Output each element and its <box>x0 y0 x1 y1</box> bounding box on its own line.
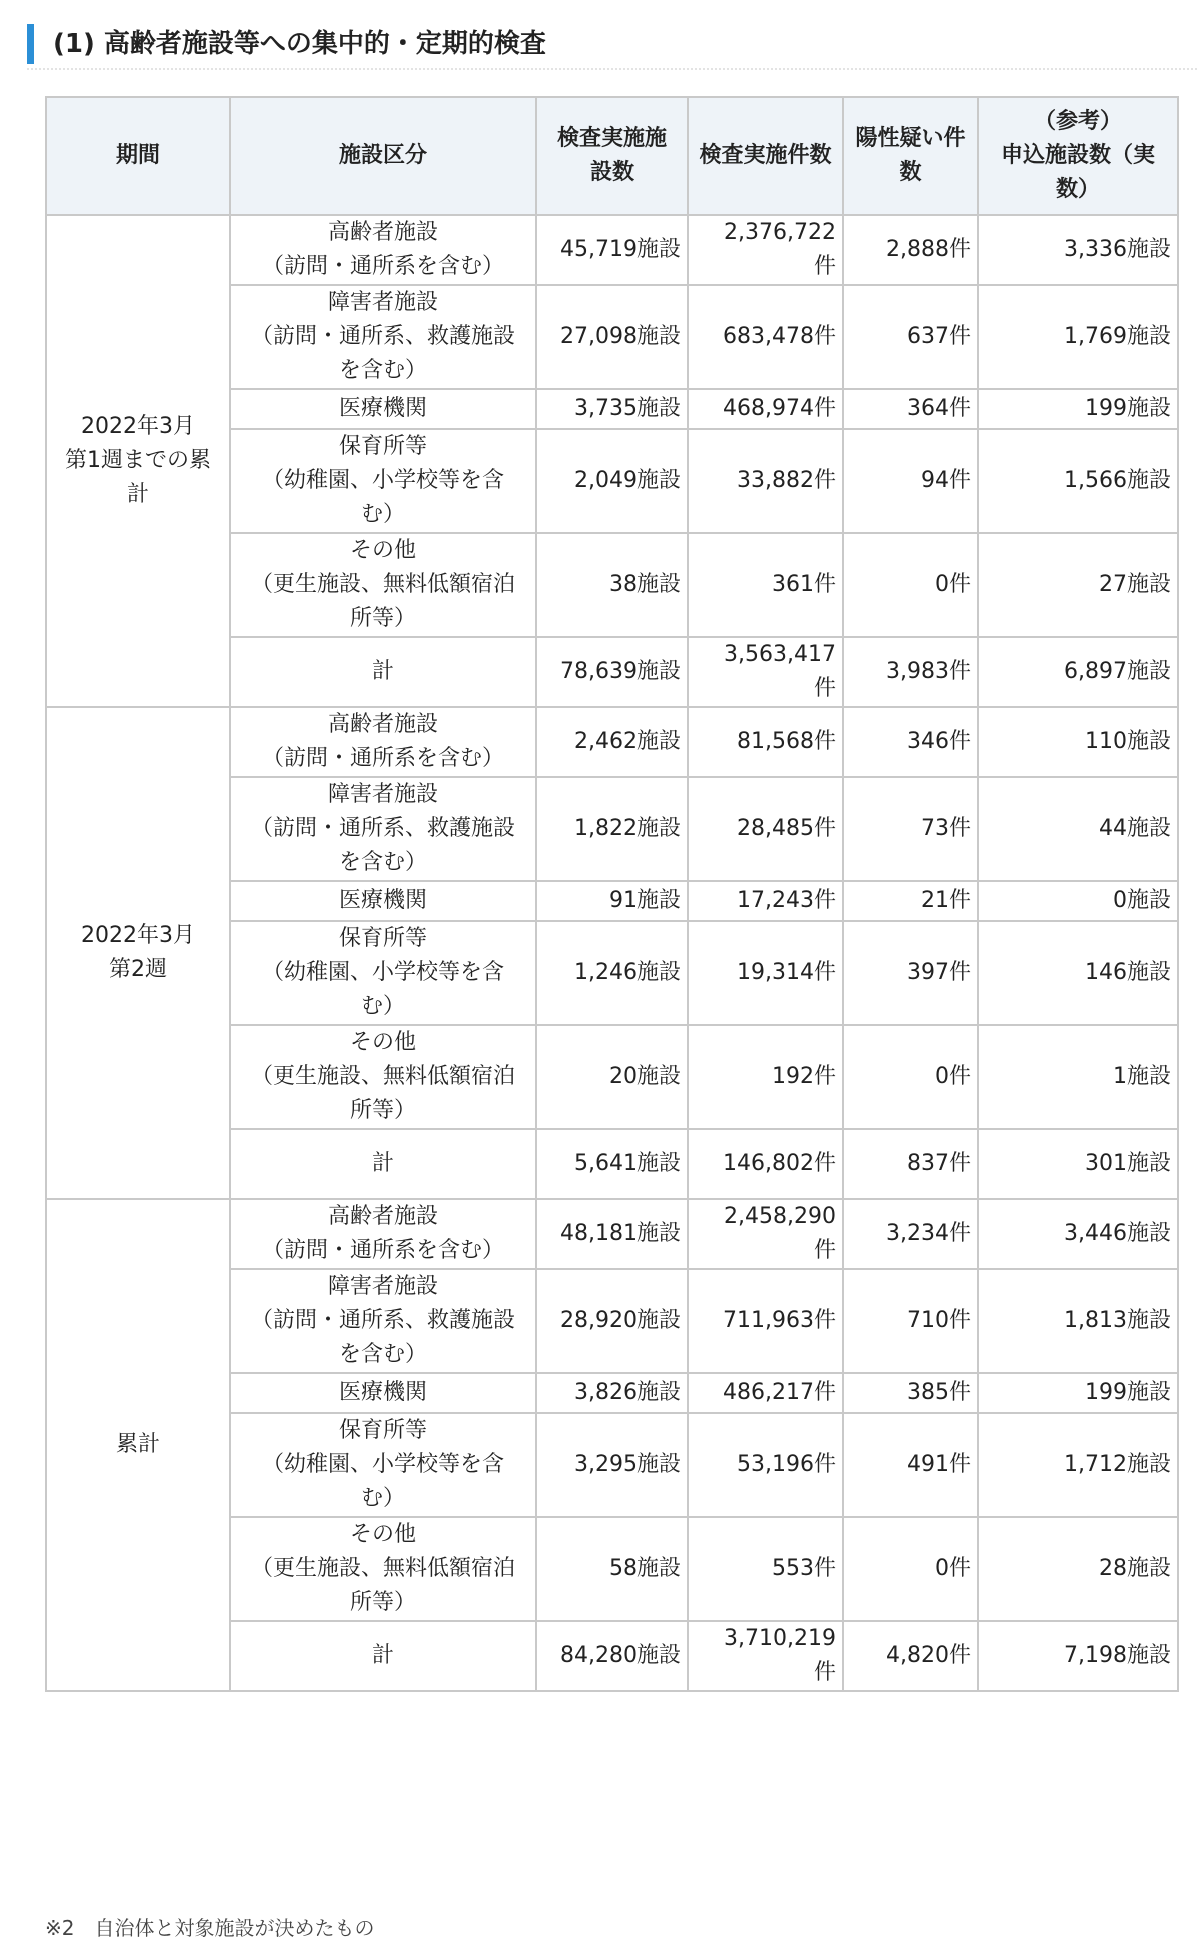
inspection-table <box>45 96 1179 1692</box>
positives-cell: 637件 <box>843 285 978 389</box>
category-cell: 医療機関 <box>230 389 536 429</box>
facilities-tested-cell: 48,181施設 <box>536 1199 688 1269</box>
facilities-tested-cell: 20施設 <box>536 1025 688 1129</box>
category-cell: 保育所等 （幼稚園、小学校等を含 む） <box>230 429 536 533</box>
tests-cell: 33,882件 <box>688 429 843 533</box>
applied-cell: 44施設 <box>978 777 1178 881</box>
tests-cell: 3,563,417 件 <box>688 637 843 707</box>
applied-cell: 301施設 <box>978 1129 1178 1199</box>
header-period: 期間 <box>46 97 230 215</box>
facilities-tested-cell: 5,641施設 <box>536 1129 688 1199</box>
positives-cell: 346件 <box>843 707 978 777</box>
category-cell: 高齢者施設 （訪問・通所系を含む） <box>230 215 536 285</box>
positives-cell: 3,234件 <box>843 1199 978 1269</box>
tests-cell: 361件 <box>688 533 843 637</box>
applied-cell: 6,897施設 <box>978 637 1178 707</box>
positives-cell: 364件 <box>843 389 978 429</box>
category-cell: その他 （更生施設、無料低額宿泊 所等） <box>230 533 536 637</box>
tests-cell: 711,963件 <box>688 1269 843 1373</box>
positives-cell: 710件 <box>843 1269 978 1373</box>
tests-cell: 81,568件 <box>688 707 843 777</box>
facilities-tested-cell: 38施設 <box>536 533 688 637</box>
positives-cell: 21件 <box>843 881 978 921</box>
facilities-tested-cell: 1,822施設 <box>536 777 688 881</box>
table-header-row <box>46 97 1178 215</box>
applied-cell: 1施設 <box>978 1025 1178 1129</box>
tests-cell: 146,802件 <box>688 1129 843 1199</box>
tests-cell: 468,974件 <box>688 389 843 429</box>
positives-cell: 0件 <box>843 1025 978 1129</box>
applied-cell: 1,712施設 <box>978 1413 1178 1517</box>
category-cell: 高齢者施設 （訪問・通所系を含む） <box>230 707 536 777</box>
tests-cell: 683,478件 <box>688 285 843 389</box>
period-cell: 累計 <box>46 1199 230 1691</box>
category-cell: 障害者施設 （訪問・通所系、救護施設 を含む） <box>230 1269 536 1373</box>
category-cell: その他 （更生施設、無料低額宿泊 所等） <box>230 1025 536 1129</box>
facilities-tested-cell: 45,719施設 <box>536 215 688 285</box>
facilities-tested-cell: 3,295施設 <box>536 1413 688 1517</box>
positives-cell: 94件 <box>843 429 978 533</box>
positives-cell: 385件 <box>843 1373 978 1413</box>
period-cell: 2022年3月 第1週までの累 計 <box>46 215 230 707</box>
tests-cell: 17,243件 <box>688 881 843 921</box>
applied-cell: 7,198施設 <box>978 1621 1178 1691</box>
applied-cell: 1,769施設 <box>978 285 1178 389</box>
positives-cell: 0件 <box>843 533 978 637</box>
positives-cell: 73件 <box>843 777 978 881</box>
applied-cell: 3,336施設 <box>978 215 1178 285</box>
category-cell: 計 <box>230 637 536 707</box>
header-applied: （参考） 申込施設数（実 数） <box>978 97 1178 215</box>
category-cell: 保育所等 （幼稚園、小学校等を含 む） <box>230 921 536 1025</box>
header-facilities-tested: 検査実施施 設数 <box>536 97 688 215</box>
positives-cell: 0件 <box>843 1517 978 1621</box>
applied-cell: 0施設 <box>978 881 1178 921</box>
table-row <box>46 707 1178 777</box>
facilities-tested-cell: 84,280施設 <box>536 1621 688 1691</box>
category-cell: 高齢者施設 （訪問・通所系を含む） <box>230 1199 536 1269</box>
facilities-tested-cell: 3,735施設 <box>536 389 688 429</box>
facilities-tested-cell: 78,639施設 <box>536 637 688 707</box>
tests-cell: 2,376,722 件 <box>688 215 843 285</box>
category-cell: 医療機関 <box>230 1373 536 1413</box>
facilities-tested-cell: 2,049施設 <box>536 429 688 533</box>
positives-cell: 491件 <box>843 1413 978 1517</box>
category-cell: 保育所等 （幼稚園、小学校等を含 む） <box>230 1413 536 1517</box>
tests-cell: 53,196件 <box>688 1413 843 1517</box>
category-cell: 医療機関 <box>230 881 536 921</box>
applied-cell: 1,813施設 <box>978 1269 1178 1373</box>
tests-cell: 2,458,290 件 <box>688 1199 843 1269</box>
footnote: ※2 自治体と対象施設が決めたもの <box>45 1916 375 1940</box>
tests-cell: 553件 <box>688 1517 843 1621</box>
facilities-tested-cell: 1,246施設 <box>536 921 688 1025</box>
positives-cell: 837件 <box>843 1129 978 1199</box>
tests-cell: 19,314件 <box>688 921 843 1025</box>
facilities-tested-cell: 58施設 <box>536 1517 688 1621</box>
table-row <box>46 1199 1178 1269</box>
facilities-tested-cell: 27,098施設 <box>536 285 688 389</box>
facilities-tested-cell: 3,826施設 <box>536 1373 688 1413</box>
section-heading <box>27 22 1197 70</box>
positives-cell: 397件 <box>843 921 978 1025</box>
heading-accent-bar <box>27 24 34 64</box>
applied-cell: 199施設 <box>978 1373 1178 1413</box>
applied-cell: 146施設 <box>978 921 1178 1025</box>
header-positives: 陽性疑い件 数 <box>843 97 978 215</box>
positives-cell: 2,888件 <box>843 215 978 285</box>
category-cell: 計 <box>230 1621 536 1691</box>
category-cell: 障害者施設 （訪問・通所系、救護施設 を含む） <box>230 777 536 881</box>
facilities-tested-cell: 28,920施設 <box>536 1269 688 1373</box>
header-category: 施設区分 <box>230 97 536 215</box>
applied-cell: 27施設 <box>978 533 1178 637</box>
tests-cell: 486,217件 <box>688 1373 843 1413</box>
facilities-tested-cell: 2,462施設 <box>536 707 688 777</box>
category-cell: その他 （更生施設、無料低額宿泊 所等） <box>230 1517 536 1621</box>
tests-cell: 28,485件 <box>688 777 843 881</box>
facilities-tested-cell: 91施設 <box>536 881 688 921</box>
header-tests: 検査実施件数 <box>688 97 843 215</box>
section-title: (1) 高齢者施設等への集中的・定期的検査 <box>53 29 546 59</box>
applied-cell: 199施設 <box>978 389 1178 429</box>
category-cell: 計 <box>230 1129 536 1199</box>
positives-cell: 4,820件 <box>843 1621 978 1691</box>
applied-cell: 110施設 <box>978 707 1178 777</box>
period-cell: 2022年3月 第2週 <box>46 707 230 1199</box>
table-row <box>46 215 1178 285</box>
positives-cell: 3,983件 <box>843 637 978 707</box>
category-cell: 障害者施設 （訪問・通所系、救護施設 を含む） <box>230 285 536 389</box>
tests-cell: 3,710,219 件 <box>688 1621 843 1691</box>
tests-cell: 192件 <box>688 1025 843 1129</box>
applied-cell: 1,566施設 <box>978 429 1178 533</box>
applied-cell: 28施設 <box>978 1517 1178 1621</box>
applied-cell: 3,446施設 <box>978 1199 1178 1269</box>
